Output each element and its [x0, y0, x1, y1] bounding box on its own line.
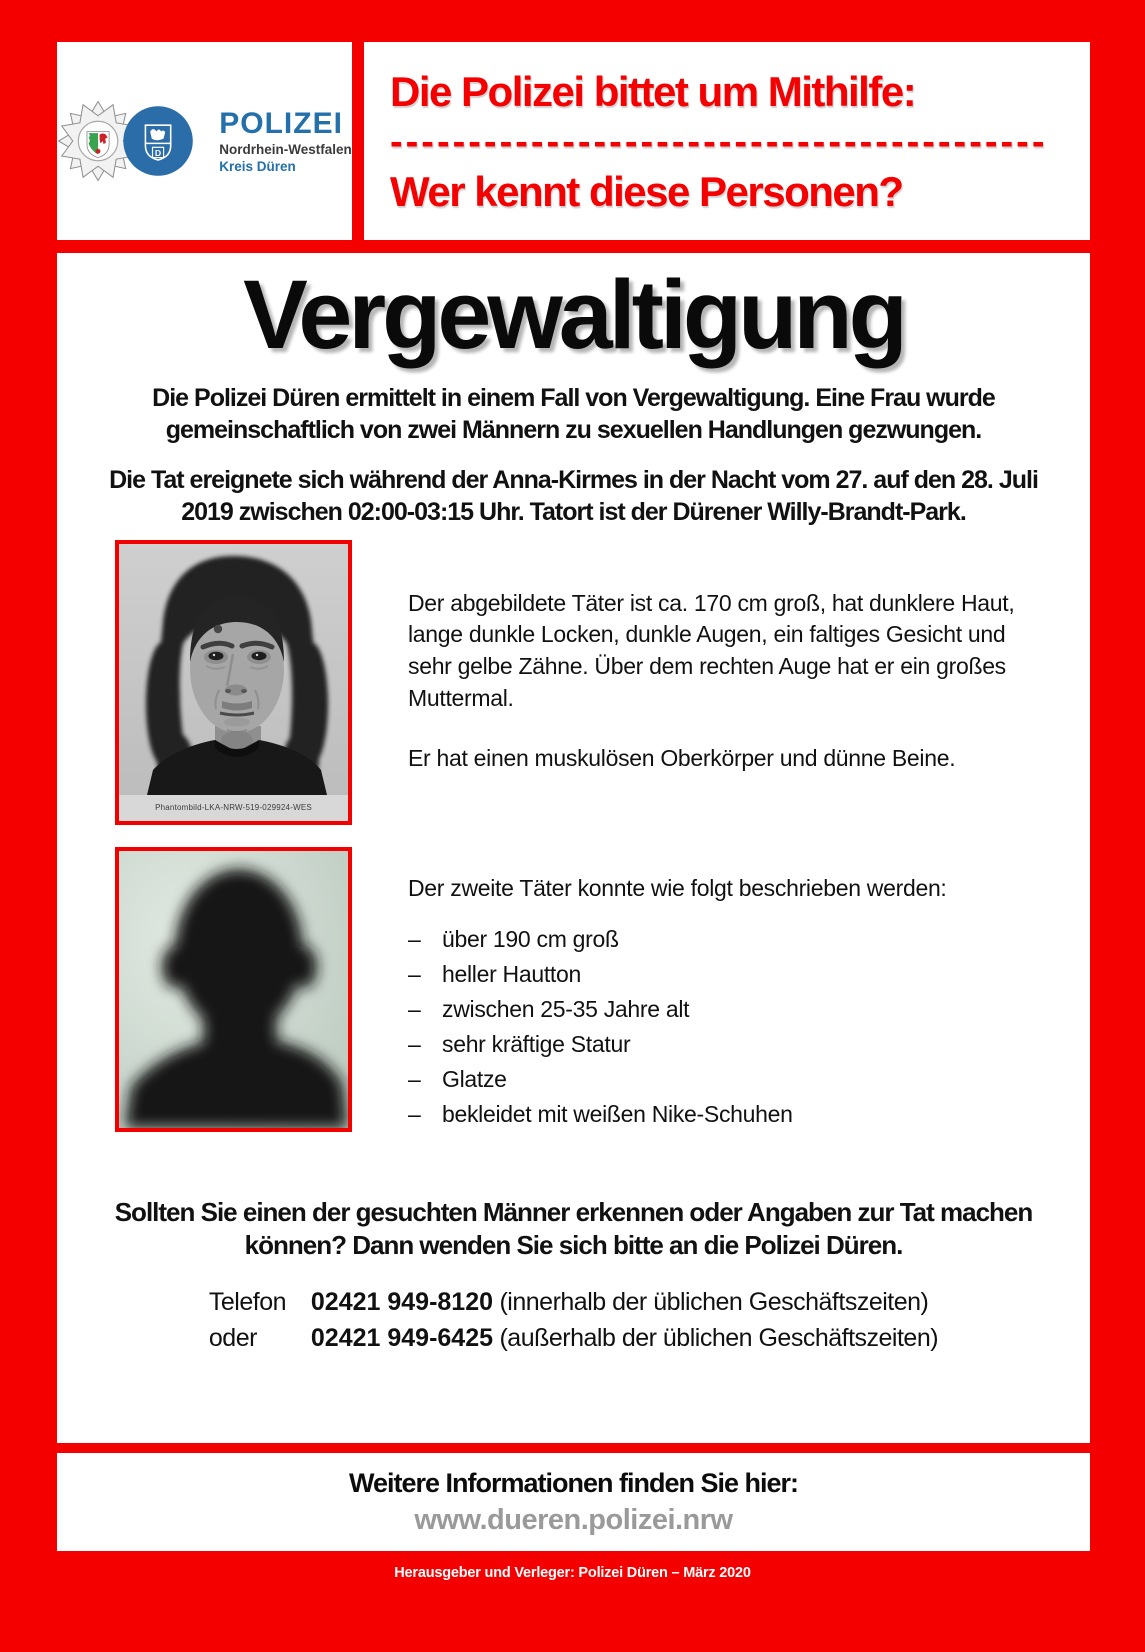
logo-district-name: Kreis Düren — [219, 158, 296, 174]
logo-org-name: POLIZEI — [219, 106, 343, 140]
suspect2-intro: Der zweite Täter konnte wie folgt beschrieben werden: — [408, 874, 947, 901]
phone-label-1: Telefon — [208, 1287, 287, 1316]
trait-text: bekleidet mit weißen Nike-Schuhen — [442, 1101, 793, 1128]
trait-item — [408, 1064, 1033, 1094]
suspect2-section — [57, 847, 1090, 1132]
dash-bullet: – — [408, 996, 421, 1023]
dash-bullet: – — [408, 1066, 421, 1093]
forehead-mole — [214, 625, 222, 633]
intro-paragraph-1: Die Polizei Düren ermittelt in einem Fall von Vergewaltigung. Eine Frau wurde gemeinschaftlich von zwei Männern zu sexuellen Handlungen gezwungen. — [152, 383, 995, 444]
police-star-emblem-icon — [57, 85, 207, 197]
header-divider: ------------------------------------------ — [390, 124, 1048, 160]
phone-number-1: 02421 949-8120 — [310, 1287, 494, 1316]
suspect1-composite-sketch — [119, 544, 348, 795]
suspect2-silhouette — [119, 851, 348, 1128]
shield-letter: D — [155, 148, 162, 158]
logo-region-name: Nordrhein-Westfalen — [219, 142, 352, 158]
trait-item — [408, 994, 1033, 1024]
blue-circle — [124, 106, 193, 175]
suspect1-photo-caption: Phantombild-LKA-NRW-519-029924-WES — [119, 795, 348, 821]
trait-item — [408, 959, 1033, 989]
trait-text: zwischen 25-35 Jahre alt — [442, 996, 690, 1023]
phone-line-1 — [209, 1284, 938, 1321]
header-line-1: Die Polizei bittet um Mithilfe: — [390, 68, 916, 115]
more-info-label: Weitere Informationen finden Sie hier: — [348, 1468, 799, 1498]
police-logo — [57, 42, 352, 240]
suspect2-photo — [115, 847, 352, 1132]
suspect1-description-paragraph-2: Er hat einen muskulösen Oberkörper und dünne Beine. — [408, 744, 956, 771]
imprint-line: Herausgeber und Verleger: Polizei Düren – März 2020 — [394, 1565, 751, 1581]
intro-paragraph-2: Die Tat ereignete sich während der Anna-Kirmes in der Nacht vom 27. auf den 28. Juli 2019 zwischen 02:00-03:15 Uhr. Tatort ist der Dürener Willy-Brandt-Park. — [109, 465, 1038, 526]
dash-bullet: – — [408, 1031, 421, 1058]
poster-page — [0, 42, 1145, 1652]
nrw-rose-red — [96, 149, 101, 154]
trait-text: über 190 cm groß — [442, 926, 619, 953]
logo-text — [219, 108, 352, 175]
appeal-paragraph: Sollten Sie einen der gesuchten Männer erkennen oder Angaben zur Tat machen können? Dann wenden Sie sich bitte an die Polizei Düren. — [114, 1196, 1033, 1260]
phone-number-2: 02421 949-6425 — [310, 1324, 494, 1353]
trait-text: Glatze — [442, 1066, 507, 1093]
header-line-2: Wer kennt diese Personen? — [390, 168, 903, 215]
page-title: Vergewaltigung — [243, 260, 904, 369]
suspect1-section — [57, 540, 1090, 825]
dash-bullet: – — [408, 1101, 421, 1128]
main-content — [57, 253, 1090, 1443]
trait-item — [408, 1029, 1033, 1059]
phone-line-2 — [209, 1320, 938, 1357]
contact-info — [209, 1284, 938, 1357]
trait-item — [408, 924, 1033, 954]
website-url: www.dueren.polizei.nrw — [414, 1504, 733, 1536]
suspect2-description — [408, 847, 1033, 1130]
dash-bullet: – — [408, 961, 421, 988]
phone-note-2: (außerhalb der üblichen Geschäftszeiten) — [499, 1324, 939, 1353]
phone-label-2: oder — [208, 1324, 257, 1353]
trait-text: heller Hautton — [442, 961, 581, 988]
suspect1-description — [408, 540, 1033, 775]
suspect2-traits-list — [408, 924, 1033, 1129]
dash-bullet: – — [408, 926, 421, 953]
trait-text: sehr kräftige Statur — [442, 1031, 631, 1058]
suspect1-photo — [115, 540, 352, 825]
shield-lion — [150, 129, 165, 140]
footer-info-box — [57, 1453, 1090, 1551]
suspect1-description-paragraph-1: Der abgebildete Täter ist ca. 170 cm groß, hat dunklere Haut, lange dunkle Locken, dunkle Augen, ein faltiges Gesicht und sehr gelbe Zähne. Über dem rechten Auge hat er ein großes Muttermal. — [408, 589, 1015, 711]
appeal-header — [364, 42, 1090, 240]
trait-item — [408, 1099, 1033, 1129]
top-header-row — [57, 42, 1090, 240]
phone-note-1: (innerhalb der üblichen Geschäftszeiten) — [499, 1287, 929, 1316]
